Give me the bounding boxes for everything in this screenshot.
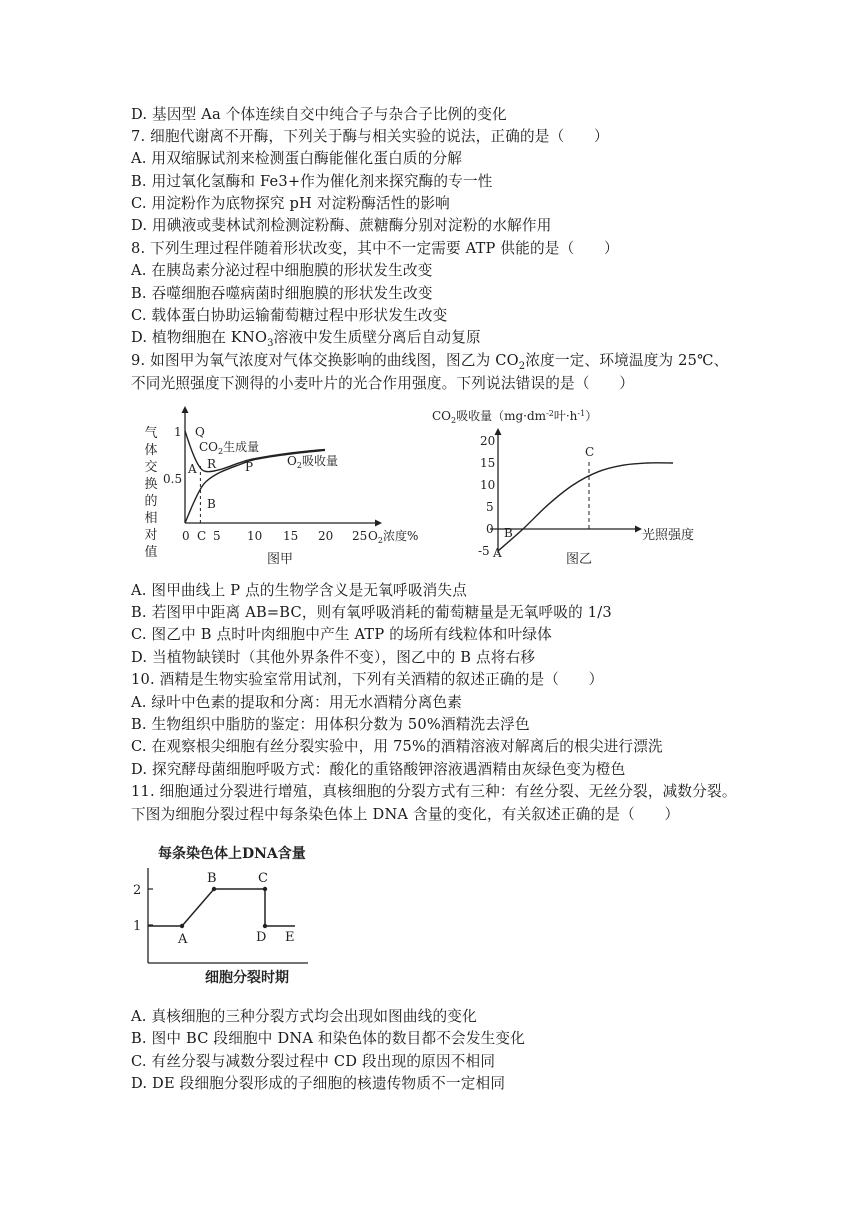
q8-option-b: B. 吞噬细胞吞噬病菌时细胞膜的形状发生改变 xyxy=(131,285,433,302)
q9-option-b: B. 若图甲中距离 AB=BC，则有氧呼吸消耗的葡萄糖量是无氧呼吸的 1/3 xyxy=(131,604,612,621)
dna-figure-title: 每条染色体上DNA含量 xyxy=(158,846,306,862)
xtick-20: 20 xyxy=(318,529,334,543)
q9-stem-line1: 9. 如图甲为氧气浓度对气体交换影响的曲线图，图乙为 $CO_2$浓度一定、环境温度为 25℃、 xyxy=(131,352,729,372)
ylabel-char: 对 xyxy=(144,528,158,543)
ytick-20: 20 xyxy=(480,434,496,448)
q8-option-a: A. 在胰岛素分泌过程中细胞膜的形状发生改变 xyxy=(131,262,433,279)
x-axis-arrow xyxy=(375,520,382,527)
q8-stem: 8. 下列生理过程伴随着形状改变，其中不一定需要 ATP 供能的是（ ） xyxy=(131,240,619,257)
ylabel-char: 体 xyxy=(144,443,158,458)
point-B: B xyxy=(504,526,513,540)
q11-option-a: A. 真核细胞的三种分裂方式均会出现如图曲线的变化 xyxy=(131,1008,477,1025)
q9-option-a: A. 图甲曲线上 P 点的生物学含义是无氧呼吸消失点 xyxy=(131,582,467,599)
co2-curve-label: $CO_2$生成量 xyxy=(199,440,260,456)
point-E: E xyxy=(285,930,295,945)
q11-option-c: C. 有丝分裂与减数分裂过程中 CD 段出现的原因不相同 xyxy=(131,1053,496,1070)
xtick-5: 5 xyxy=(213,529,221,543)
point-C: C xyxy=(258,871,268,886)
q10-option-b: B. 生物组织中脂肪的鉴定：用体积分数为 50%酒精洗去浮色 xyxy=(131,716,530,733)
q8-option-c: C. 载体蛋白协助运输葡萄糖过程中形状发生改变 xyxy=(131,307,448,324)
xtick-15: 15 xyxy=(283,529,299,543)
point-D: D xyxy=(256,930,267,945)
figure-yi xyxy=(430,405,720,575)
data-point-A xyxy=(180,924,184,928)
ylabel-char: 相 xyxy=(144,511,158,526)
q11-option-d: D. DE 段细胞分裂形成的子细胞的核遗传物质不一定相同 xyxy=(131,1075,506,1092)
x-axis-label: $O_2$浓度% xyxy=(368,529,419,545)
ytick-5: 5 xyxy=(486,500,494,514)
point-A: A xyxy=(188,462,197,476)
figure-caption-yi: 图乙 xyxy=(566,552,593,567)
o2-curve-label: $O_2$吸收量 xyxy=(287,454,338,470)
point-R: R xyxy=(207,457,217,471)
q7-option-a: A. 用双缩脲试剂来检测蛋白酶能催化蛋白质的分解 xyxy=(131,150,463,167)
point-A: A xyxy=(493,546,502,560)
q8-option-d: D. 植物细胞在 $KNO_3$溶液中发生质壁分离后自动复原 xyxy=(131,329,481,349)
ytick-1: 1 xyxy=(174,425,182,439)
ylabel-char: 交 xyxy=(144,460,158,475)
q10-option-d: D. 探究酵母菌细胞呼吸方式：酸化的重铬酸钾溶液遇酒精由灰绿色变为橙色 xyxy=(131,761,626,778)
q10-option-a: A. 绿叶中色素的提取和分离：用无水酒精分离色素 xyxy=(131,694,463,711)
x-axis-label: 细胞分裂时期 xyxy=(205,970,289,986)
point-Q: Q xyxy=(195,425,205,439)
q7-option-c: C. 用淀粉作为底物探究 pH 对淀粉酶活性的影响 xyxy=(131,195,450,212)
q11-option-b: B. 图中 BC 段细胞中 DNA 和染色体的数目都不会发生变化 xyxy=(131,1030,526,1047)
xtick-10: 10 xyxy=(247,529,263,543)
ytick-0.5: 0.5 xyxy=(163,472,183,486)
q7-option-b: B. 用过氧化氢酶和 Fe3+作为催化剂来探究酶的专一性 xyxy=(131,173,493,190)
xtick-C: C xyxy=(197,529,207,543)
x-axis-arrow xyxy=(635,526,642,533)
x-axis-label: 光照强度 xyxy=(642,528,695,543)
xtick-0: 0 xyxy=(182,529,190,543)
ytick-15: 15 xyxy=(480,456,496,470)
q7-option-d: D. 用碘液或斐林试剂检测淀粉酶、蔗糖酶分别对淀粉的水解作用 xyxy=(131,217,552,234)
ytick-0: 0 xyxy=(486,522,494,536)
point-B: B xyxy=(207,871,217,886)
series-line-dna xyxy=(148,889,295,926)
ytick-2: 2 xyxy=(133,883,142,898)
xtick-25: 25 xyxy=(352,529,368,543)
point-P: P xyxy=(245,460,254,474)
data-point-B xyxy=(212,887,216,891)
y-axis-arrow xyxy=(495,428,502,435)
q9-stem-line2: 不同光照强度下测得的小麦叶片的光合作用强度。下列说法错误的是（ ） xyxy=(131,375,634,392)
ylabel-char: 换 xyxy=(144,477,158,492)
data-point-C xyxy=(263,887,267,891)
figure-caption-jia: 图甲 xyxy=(267,552,294,567)
point-C: C xyxy=(585,445,595,459)
figure-jia xyxy=(135,405,435,575)
ytick-1: 1 xyxy=(133,919,142,934)
q11-stem-line2: 下图为细胞分裂过程中每条染色体上 DNA 含量的变化，有关叙述正确的是（ ） xyxy=(131,806,680,823)
ylabel-char: 气 xyxy=(144,426,158,441)
q9-option-c: C. 图乙中 B 点时叶肉细胞中产生 ATP 的场所有线粒体和叶绿体 xyxy=(131,626,552,643)
q7-stem: 7. 细胞代谢离不开酶，下列关于酶与相关实验的说法，正确的是（ ） xyxy=(131,128,609,145)
figure-dna-content xyxy=(130,838,330,993)
ytick-minus5: -5 xyxy=(478,544,490,558)
q10-stem: 10. 酒精是生物实验室常用试剂，下列有关酒精的叙述正确的是（ ） xyxy=(131,671,604,688)
point-B: B xyxy=(207,497,216,511)
q10-option-c: C. 在观察根尖细胞有丝分裂实验中，用 75%的酒精溶液对解离后的根尖进行漂洗 xyxy=(131,738,663,755)
ytick-10: 10 xyxy=(480,478,496,492)
point-A: A xyxy=(178,932,188,947)
y-axis-label: $CO_2$吸收量（$mg\cdot dm^{-2}$叶$\cdot h^{-1}$） xyxy=(432,409,598,425)
data-point-D xyxy=(263,924,267,928)
q9-option-d: D. 当植物缺镁时（其他外界条件不变），图乙中的 B 点将右移 xyxy=(131,649,536,666)
ylabel-char: 值 xyxy=(144,545,158,560)
q11-stem-line1: 11. 细胞通过分裂进行增殖，真核细胞的分裂方式有三种：有丝分裂、无丝分裂，减数分裂。 xyxy=(131,783,737,800)
fig-jia-ylabel xyxy=(144,426,157,560)
ylabel-char: 的 xyxy=(144,494,158,509)
q6-option-d: D. 基因型 Aa 个体连续自交中纯合子与杂合子比例的变化 xyxy=(131,106,507,123)
y-axis-arrow xyxy=(182,406,189,413)
